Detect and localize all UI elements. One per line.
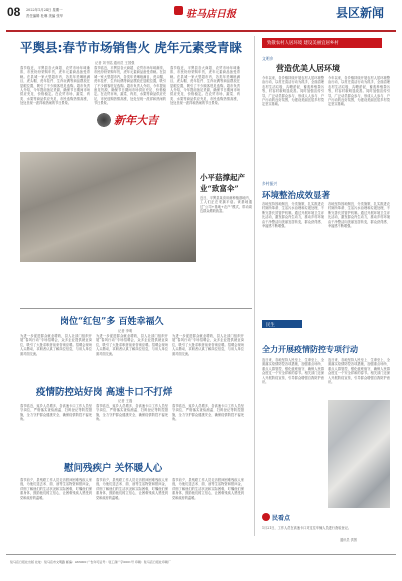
mid-article1-byline: 记者 李明 — [118, 329, 133, 333]
footer-line: 驻马店日报社出版 社址：驻马店市文明路 邮编：463000 广告许可证号：驻工商广字0001号 印刷：驻马店日报社印刷厂 — [10, 560, 171, 564]
section-title: 县区新闻 — [336, 6, 385, 20]
article2-body-col1: 各地坚持因地制宜、分类施策，扎实推进农村厕所革命、生活污水治理和垃圾处理，不断完善长效管护机制。通过开展环境卫生评比活动，激发群众内生动力，推动乡村环境由干净整洁向美丽宜居转变，群众获得感、幸福感不断增强。 — [262, 202, 324, 229]
footer-rule — [6, 554, 396, 555]
mid-article2-title: 疫情防控站好岗 高速卡口不打烊 — [36, 387, 173, 398]
lead-body-col2: 春节临近，平舆县各大商超、农贸市场年味渐浓，市民纷纷采购年货，虎年元素商品备受青睐。在县城一家大型超市内，各类年货琳琅满目，虎头帽、虎年挂件、生肖玩偶等商品摆放在显眼位置，吸引了不少顾客驻足选购。超市负责人介绍，今年提前备足货源，确保节日期间市场供应充足、价格稳定。在农贸市场，蔬菜、肉类、水果等商品供应充足，市民选购热情高涨，处处呈现一派祥和热闹的节日景象。 — [94, 66, 166, 106]
article1-title: 营造优美人居环境 — [276, 63, 340, 73]
masthead-logo: 驻马店日报 — [166, 3, 236, 21]
article2-body-col2: 各地坚持因地制宜、分类施策，扎实推进农村厕所革命、生活污水治理和垃圾处理，不断完善长效管护机制。通过开展环境卫生评比活动，激发群众内生动力，推动乡村环境由干净整洁向美丽宜居转变，群众获得感、幸福感不断增强。 — [328, 202, 390, 229]
tiger-icon — [96, 112, 112, 128]
lead-body-col3: 春节临近，平舆县各大商超、农贸市场年味渐浓，市民纷纷采购年货，虎年元素商品备受青睐。在县城一家大型超市内，各类年货琳琅满目，虎头帽、虎年挂件、生肖玩偶等商品摆放在显眼位置，吸引了不少顾客驻足选购。超市负责人介绍，今年提前备足货源，确保节日期间市场供应充足、价格稳定。在农贸市场，蔬菜、肉类、水果等商品供应充足，市民选购热情高涨，处处呈现一派祥和热闹的节日景象。 — [170, 66, 240, 106]
bottom-body-col1: 春节前夕，县残联工作人员走访慰问困难残疾人家庭，为他们送去米、面、油等生活物资和慰问金，详细了解他们的生活状况和实际困难，叮嘱他们保重身体，鼓励他们树立信心，让困难残疾人感受到党和政府的温暖。 — [20, 478, 92, 500]
right-lower-body-col1: 连日来，各地坚持人民至上、生命至上，全面落实疫情防控各项措施，加强重点场所、重点人群管控，强化值班值守，确保人民群众度过一个安全祥和的春节。相关部门还深入开展防疫宣传，引导群众增强自我防护意识。 — [262, 358, 324, 385]
editor-line: 责任编辑 杜琳 美编 张华 — [26, 14, 64, 18]
lead-body-col1: 春节临近，平舆县各大商超、农贸市场年味渐浓，市民纷纷采购年货，虎年元素商品备受青睐。在县城一家大型超市内，各类年货琳琅满目，虎头帽、虎年挂件、生肖玩偶等商品摆放在显眼位置，吸引了不少顾客驻足选购。超市负责人介绍，今年提前备足货源，确保节日期间市场供应充足、价格稳定。在农贸市场，蔬菜、肉类、水果等商品供应充足，市民选购热情高涨，处处呈现一派祥和热闹的节日景象。 — [20, 66, 90, 106]
lead-title: 平舆县:春节市场销售火 虎年元素受青睐 — [20, 40, 242, 55]
promo-graphic: 新年大吉 — [94, 100, 166, 140]
article2-label: 乡村振兴 — [262, 181, 278, 186]
right-lower-label: 民生 — [262, 320, 302, 328]
photo-headline: 小平菇撑起产业“致富伞” — [200, 173, 245, 193]
masthead-emblem-icon — [174, 6, 183, 15]
bottom-body-col2: 春节前夕，县残联工作人员走访慰问困难残疾人家庭，为他们送去米、面、油等生活物资和慰问金，详细了解他们的生活状况和实际困难，叮嘱他们保重身体，鼓励他们树立信心，让困难残疾人感受到党和政府的温暖。 — [96, 478, 168, 500]
page-header — [6, 3, 396, 29]
mid-article1-body-col2: 为进一步促进群众就业增收，县人社部门组织开展“春风行动”专场招聘会，众多企业提供就业岗位，吸引了大批求职者前来咨询应聘。招聘会现场人头攒动，求职者认真了解岗位信息，与用人单位面对面交流。 — [96, 334, 168, 356]
photo-caption: 近日，平舆县某食用菌种植基地内，工人们正在采摘平菇。该基地通过“公司+基地+农户”模式，带动周边群众增收致富。 — [200, 196, 252, 214]
bottom-title: 慰问残疾户 关怀暖人心 — [64, 463, 163, 474]
right-lower-body-col2: 连日来，各地坚持人民至上、生命至上，全面落实疫情防控各项措施，加强重点场所、重点人群管控，强化值班值守，确保人民群众度过一个安全祥和的春节。相关部门还深入开展防疫宣传，引导群众增强自我防护意识。 — [328, 358, 390, 385]
right-banner: 致敬农村人居环境 建设美丽宜居乡村 — [262, 38, 382, 48]
kanpin-badge: 民看点 — [262, 512, 312, 522]
article1-body-col2: 今年以来，各乡镇持续开展农村人居环境整治行动，以村庄清洁行动为抓手，全面清理农村生活垃圾、沟塘淤泥、畜禽养殖粪污等，村容村貌明显改善。同时加强宣传引导，广泛动员群众参与，形成人人参与、户户行动的良好氛围，为建设美丽宜居乡村奠定坚实基础。 — [328, 76, 390, 107]
header-rule — [6, 30, 396, 32]
column-divider — [254, 36, 255, 536]
right-lower-credit: 通讯员 供图 — [340, 538, 357, 542]
bottom-body-col3: 春节前夕，县残联工作人员走访慰问困难残疾人家庭，为他们送去米、面、油等生活物资和慰问金，详细了解他们的生活状况和实际困难，叮嘱他们保重身体，鼓励他们树立信心，让困难残疾人感受到党和政府的温暖。 — [172, 478, 244, 500]
mid-article1-title: 岗位“红包”多 百姓幸福久 — [60, 317, 164, 327]
checkpoint-photo — [328, 400, 390, 508]
date-line: 2022年1月24日 星期一 — [26, 8, 63, 12]
article1-label: 文明乡 — [262, 56, 274, 61]
eye-icon — [262, 513, 270, 521]
mid-article2-byline: 记者 王磊 — [118, 399, 133, 403]
mid-rule — [20, 308, 252, 309]
mid-article2-body-col2: 春节临近，返乡人员增多，各高速卡口工作人员坚守岗位，严格落实查验测温、扫码登记等防控措施，全力守护群众健康安全，确保疫情防控不留死角。 — [96, 404, 168, 422]
mushroom-photo — [20, 152, 196, 262]
lead-byline: 记者 刘书铭 通讯员 王国强 — [95, 61, 135, 65]
page-number: 08 — [7, 5, 21, 19]
mid-article2-body-col3: 春节临近，返乡人员增多，各高速卡口工作人员坚守岗位，严格落实查验测温、扫码登记等防控措施，全力守护群众健康安全，确保疫情防控不留死角。 — [172, 404, 244, 422]
article2-title: 环境整治成效显著 — [262, 191, 331, 201]
mid-article2-body-col1: 春节临近，返乡人员增多，各高速卡口工作人员坚守岗位，严格落实查验测温、扫码登记等防控措施，全力守护群众健康安全，确保疫情防控不留死角。 — [20, 404, 92, 422]
right-lower-title: 全力开展疫情防控专项行动 — [262, 344, 358, 354]
article1-body-col1: 今年以来，各乡镇持续开展农村人居环境整治行动，以村庄清洁行动为抓手，全面清理农村生活垃圾、沟塘淤泥、畜禽养殖粪污等，村容村貌明显改善。同时加强宣传引导，广泛动员群众参与，形成人人参与、户户行动的良好氛围，为建设美丽宜居乡村奠定坚实基础。 — [262, 76, 324, 107]
mid-article1-body-col3: 为进一步促进群众就业增收，县人社部门组织开展“春风行动”专场招聘会，众多企业提供就业岗位，吸引了大批求职者前来咨询应聘。招聘会现场人头攒动，求职者认真了解岗位信息，与用人单位面对面交流。 — [172, 334, 244, 356]
mid-article1-body-col1: 为进一步促进群众就业增收，县人社部门组织开展“春风行动”专场招聘会，众多企业提供就业岗位，吸引了大批求职者前来咨询应聘。招聘会现场人头攒动，求职者认真了解岗位信息，与用人单位面对面交流。 — [20, 334, 92, 356]
right-lower-photo-caption: 1月21日，工作人员在高速卡口对过往车辆人员进行查验登记。 — [262, 526, 351, 530]
